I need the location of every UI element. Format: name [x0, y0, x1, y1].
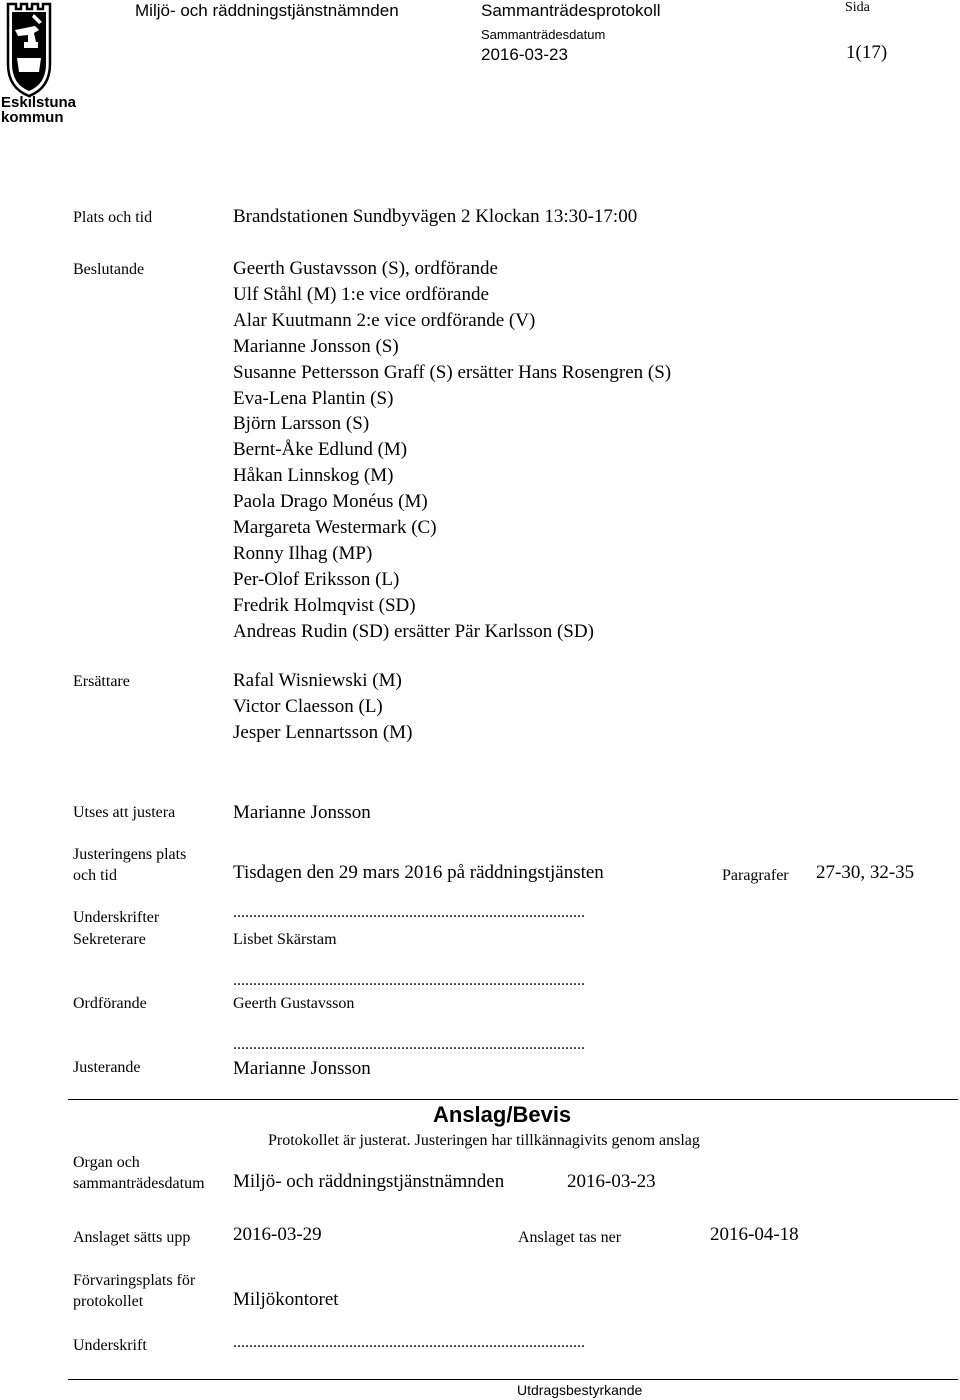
- underskrift-line: ........................................................................................: [233, 1334, 585, 1351]
- utses-value: Marianne Jonsson: [233, 802, 371, 823]
- anslag-subtitle: Protokollet är justerat. Justeringen har tillkännagivits genom anslag: [268, 1132, 700, 1149]
- justeringens-plats-label-2: och tid: [73, 867, 117, 884]
- beslutande-member: Andreas Rudin (SD) ersätter Pär Karlsson (SD): [233, 620, 594, 642]
- paragrafer-value: 27-30, 32-35: [816, 862, 915, 883]
- beslutande-member: Per-Olof Eriksson (L): [233, 568, 400, 590]
- justerande-label: Justerande: [73, 1059, 141, 1076]
- anslag-upp-value: 2016-03-29: [233, 1224, 322, 1245]
- underskrifter-label: Underskrifter: [73, 909, 160, 926]
- forvaring-label-2: protokollet: [73, 1293, 144, 1310]
- underskrift-label: Underskrift: [73, 1337, 147, 1354]
- anslag-ner-value: 2016-04-18: [710, 1224, 799, 1245]
- beslutande-member: Björn Larsson (S): [233, 413, 370, 435]
- utdragsbestyrkande-label: Utdragsbestyrkande: [517, 1382, 643, 1398]
- beslutande-member: Ulf Ståhl (M) 1:e vice ordförande: [233, 283, 489, 305]
- ersattare-member: Jesper Lennartsson (M): [233, 721, 413, 743]
- ordforande-label: Ordförande: [73, 995, 147, 1012]
- header-date: 2016-03-23: [481, 45, 568, 64]
- coat-of-arms-icon: [6, 2, 52, 98]
- header-page-label: Sida: [845, 0, 870, 15]
- beslutande-member: Fredrik Holmqvist (SD): [233, 594, 416, 616]
- signature-line-sekreterare: ........................................................................................: [233, 904, 585, 921]
- sekreterare-label: Sekreterare: [73, 931, 146, 948]
- forvaring-value: Miljökontoret: [233, 1289, 339, 1310]
- ersattare-member: Victor Claesson (L): [233, 695, 383, 717]
- ordforande-name: Geerth Gustavsson: [233, 995, 355, 1012]
- signature-line-justerande: ........................................................................................: [233, 1036, 585, 1053]
- sekreterare-name: Lisbet Skärstam: [233, 931, 337, 948]
- organ-value: Miljö- och räddningstjänstnämnden: [233, 1171, 505, 1192]
- beslutande-member: Paola Drago Monéus (M): [233, 491, 428, 513]
- logo-text-line-1: Eskilstuna: [1, 94, 77, 111]
- forvaring-label-1: Förvaringsplats för: [73, 1272, 196, 1289]
- header-page-number: 1(17): [846, 42, 888, 63]
- ersattare-member: Rafal Wisniewski (M): [233, 670, 402, 691]
- justerande-name: Marianne Jonsson: [233, 1058, 371, 1079]
- organ-label-2: sammanträdesdatum: [73, 1175, 205, 1192]
- beslutande-member: Geerth Gustavsson (S), ordförande: [233, 258, 498, 279]
- anslag-upp-label: Anslaget sätts upp: [73, 1229, 191, 1246]
- anslag-title: Anslag/Bevis: [433, 1102, 572, 1127]
- beslutande-member: Eva-Lena Plantin (S): [233, 387, 394, 409]
- anslag-divider-top: [68, 1099, 958, 1100]
- plats-value: Brandstationen Sundbyvägen 2 Klockan 13:30-17:00: [233, 206, 638, 227]
- paragrafer-label: Paragrafer: [722, 867, 789, 884]
- beslutande-member: Håkan Linnskog (M): [233, 465, 394, 487]
- utses-label: Utses att justera: [73, 804, 176, 821]
- justeringens-plats-value: Tisdagen den 29 mars 2016 på räddningstjänsten: [233, 862, 604, 883]
- justeringens-plats-label-1: Justeringens plats: [73, 846, 187, 863]
- beslutande-member: Ronny Ilhag (MP): [233, 542, 373, 564]
- beslutande-label: Beslutande: [73, 261, 145, 278]
- beslutande-member: Susanne Pettersson Graff (S) ersätter Hans Rosengren (S): [233, 361, 672, 383]
- signature-line-ordforande: ........................................................................................: [233, 972, 585, 989]
- logo-text: [1, 95, 76, 125]
- beslutande-member: Alar Kuutmann 2:e vice ordförande (V): [233, 309, 536, 331]
- header-date-label: Sammanträdesdatum: [481, 27, 606, 42]
- beslutande-list: [233, 256, 671, 645]
- header-doc-type: Sammanträdesprotokoll: [481, 1, 661, 20]
- beslutande-member: Margareta Westermark (C): [233, 517, 437, 539]
- ersattare-label: Ersättare: [73, 673, 130, 690]
- organ-date: 2016-03-23: [567, 1171, 656, 1192]
- beslutande-member: Marianne Jonsson (S): [233, 335, 399, 357]
- logo-text-line-2: kommun: [1, 109, 64, 126]
- anslag-ner-label: Anslaget tas ner: [518, 1229, 622, 1246]
- anslag-divider-bottom: [68, 1379, 958, 1380]
- eskilstuna-logo: [0, 0, 80, 130]
- ersattare-list: [233, 668, 412, 746]
- plats-label: Plats och tid: [73, 209, 153, 226]
- organ-label-1: Organ och: [73, 1154, 140, 1171]
- header-organ: Miljö- och räddningstjänstnämnden: [135, 1, 399, 20]
- beslutande-member: Bernt-Åke Edlund (M): [233, 439, 408, 461]
